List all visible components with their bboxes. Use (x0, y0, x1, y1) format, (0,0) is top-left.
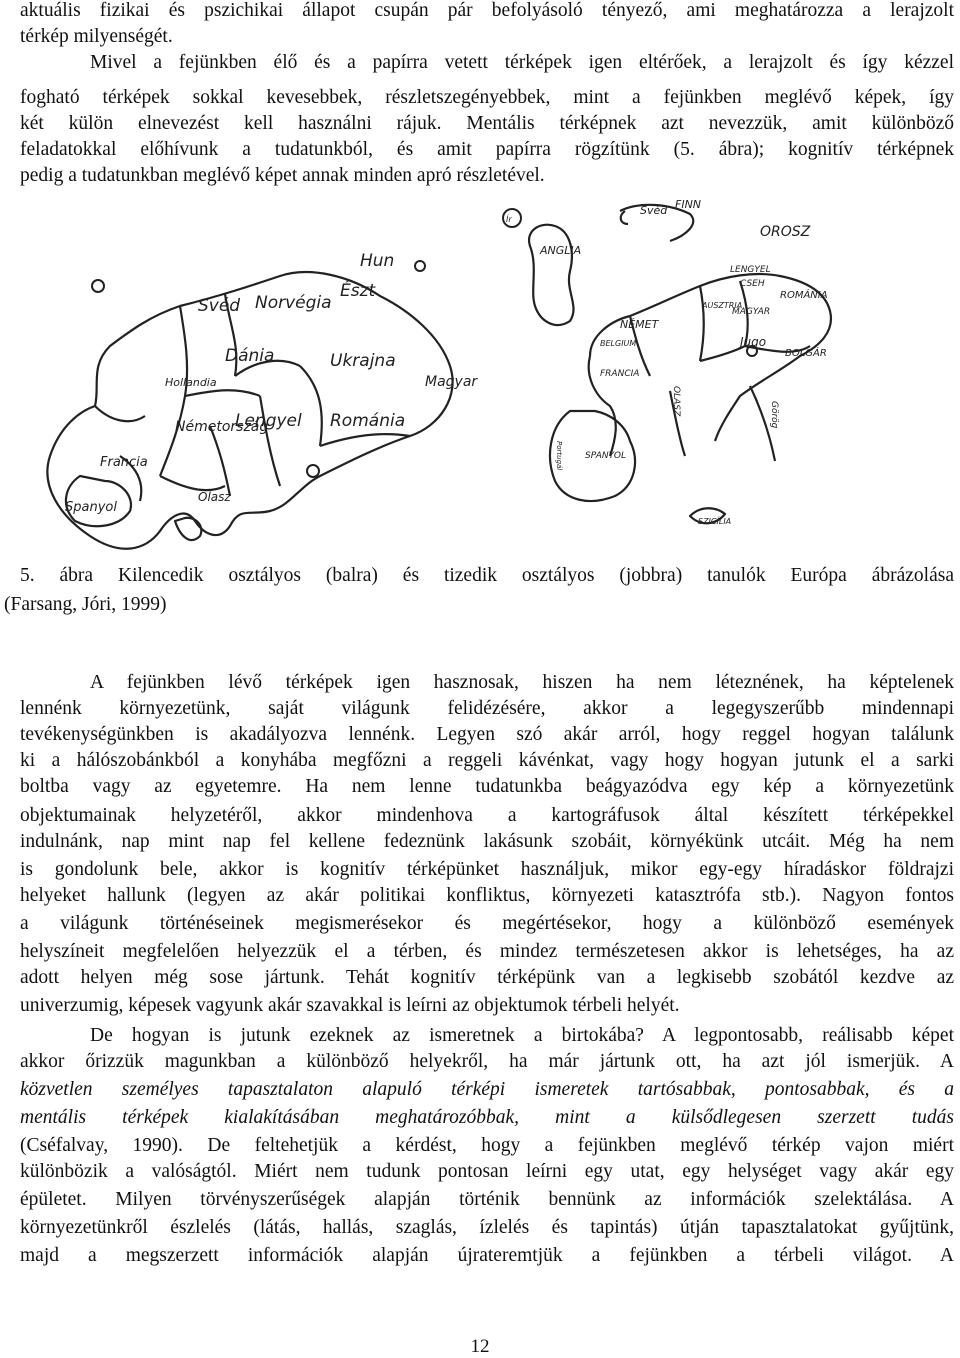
text-line: pedig a tudatunkban meglévő képet annak minden apró részletével. (20, 165, 545, 186)
text-line: akkor őrizzük magunkban a különböző helyekről, ha már jártunk ott, ha azt jól ismerjük. A (20, 1051, 954, 1072)
text-line: objektumainak helyzetéről, akkor mindenhova a kartográfusok által készített térképekkel (20, 805, 954, 826)
text-line: boltba vagy az egyetemre. Ha nem lenne tudatunkba beágyazódva egy kép a környezetünk (20, 776, 954, 797)
text-line: épületet. Milyen törvényszerűségek alapján történik bennünk az információk szelektálása. A (20, 1189, 954, 1210)
figure-caption: (Farsang, Jóri, 1999) (4, 594, 167, 615)
map-label: Észt (340, 281, 376, 301)
map-label: Dánia (225, 346, 275, 366)
text-line: aktuális fizikai és pszichikai állapot csupán pár befolyásoló tényező, ami meghatározza a lerajzolt (20, 0, 954, 21)
page-number: 12 (470, 1336, 490, 1357)
map-label: Magyar (425, 374, 478, 390)
map-label: BELGIUM (600, 339, 637, 348)
text-line: helyszíneit megfelelően helyezzük el a térben, és mindez természetesen akkor is lehetséges, ha az (20, 941, 954, 962)
text-line: tevékenységünkben is akadályozva lennénk. Legyen szó akár arról, hogy reggel hogyan találunk (20, 724, 954, 745)
map-label: ANGLIA (540, 244, 582, 257)
map-label: Francia (100, 455, 148, 470)
map-label: Görög (769, 401, 779, 429)
text-line: térkép milyenségét. (20, 26, 173, 47)
map-label: CSEH (740, 279, 765, 289)
figure-caption: 5. ábra Kilencedik osztályos (balra) és tizedik osztályos (jobbra) tanulók Európa ábrázolása (20, 565, 954, 586)
map-label: Svéd (198, 296, 241, 316)
text-line: lennénk környezetünk, saját világunk felidézésére, akkor a legegyszerűbb mindennapi (20, 698, 954, 719)
text-line: is gondolunk bele, akkor is kognitív térképünket használjuk, mikor egy-egy híradáskor földrajzi (20, 859, 954, 880)
text-line: helyeket hallunk (legyen az akár politikai konfliktus, környezeti katasztrófa stb.). Nagyon fontos (20, 885, 954, 906)
map-label: Románia (330, 411, 406, 431)
map-label: SPANYOL (585, 451, 627, 461)
map-label: Ukrajna (330, 351, 396, 371)
text-line: univerzumig, képesek vagyunk akár szavakkal is leírni az objektumok térbeli helyét. (20, 995, 680, 1016)
map-label: BOLGÁR (785, 348, 827, 359)
text-line: a világunk történéseinek megismerésekor és megértésekor, hogy a különböző események (20, 913, 954, 934)
map-label: Norvégia (255, 293, 332, 313)
map-label: OROSZ (760, 224, 811, 240)
text-line: fogható térképek sokkal kevesebbek, részletszegényebbek, mint a fejünkben meglévő képek, így (20, 87, 954, 108)
text-line: mentális térképek kialakításában meghatározóbbak, mint a külsődlegesen szerzett tudás (20, 1107, 954, 1128)
text-line: A fejünkben lévő térképek igen hasznosak, hiszen ha nem léteznének, ha képtelenek (90, 672, 954, 693)
map-label: Németország (175, 419, 269, 435)
text-line: majd a megszerzett információk alapján újrateremtjük a fejünkben a térbeli világot. A (20, 1245, 954, 1266)
map-label: SZICÍLIA (698, 517, 732, 526)
right-hand-drawn-map (500, 196, 900, 541)
text-line: különbözik a valóságtól. Miért nem tudunk pontosan leírni egy utat, egy helységet vagy akár egy (20, 1161, 954, 1182)
map-label: LENGYEL (730, 265, 771, 275)
map-label: FINN (675, 198, 702, 211)
map-label: Portugál (555, 441, 563, 471)
map-label: NÉMET (620, 318, 659, 331)
text-line: adott helyen még sose jártunk. Tehát kognitív térképünk van a legkisebb szobától kezdve az (20, 967, 954, 988)
map-label: OLASZ (671, 386, 681, 417)
text-line: közvetlen személyes tapasztalaton alapuló térképi ismeretek tartósabbak, pontosabbak, és a (20, 1079, 954, 1100)
map-label: Hun (360, 251, 395, 271)
map-label: MAGYAR (732, 307, 771, 317)
text-line: ki a hálószobánkból a konyhába megfőzni a reggeli kávénkat, vagy hogy hogyan jutunk el a sarki (20, 750, 954, 771)
map-label: Olasz (198, 490, 231, 504)
text-line: indulnánk, nap mint nap fel kellene fedeznünk lakásunk szobáit, környékünk utcáit. Még ha nem (20, 831, 954, 852)
map-label: Spanyol (65, 500, 117, 515)
map-label: Jugo (740, 335, 767, 349)
text-line: környezetünkről észlelés (látás, hallás, szaglás, ízlelés és tapintás) útján tapasztalatokat gyűjtünk, (20, 1217, 954, 1238)
text-line: Mivel a fejünkben élő és a papírra vetett térképek igen eltérőek, a lerajzolt és így kézzel (90, 52, 954, 73)
text-line: feladatokkal előhívunk a tudatunkból, és amit papírra rögzítünk (5. ábra); kognitív térképnek (20, 139, 954, 160)
map-label: Hollandia (165, 376, 217, 389)
map-label: FRANCIA (600, 369, 640, 379)
map-label: AUSZTRIA (702, 301, 743, 310)
figure-mental-maps (0, 196, 960, 556)
left-hand-drawn-map (20, 236, 490, 566)
text-line: két külön elnevezést kell használni rájuk. Mentális térképnek azt nevezzük, amit különböző (20, 113, 954, 134)
map-label: Ír (506, 215, 512, 224)
text-line: De hogyan is jutunk ezeknek az ismeretnek a birtokába? A legpontosabb, reálisabb képet (90, 1025, 954, 1046)
map-label: Svéd (640, 204, 668, 217)
map-label: Lengyel (235, 411, 302, 431)
map-label: ROMÁNIA (780, 290, 828, 301)
text-line: (Cséfalvay, 1990). De feltehetjük a kérdést, hogy a fejünkben meglévő térkép vajon miért (20, 1135, 954, 1156)
